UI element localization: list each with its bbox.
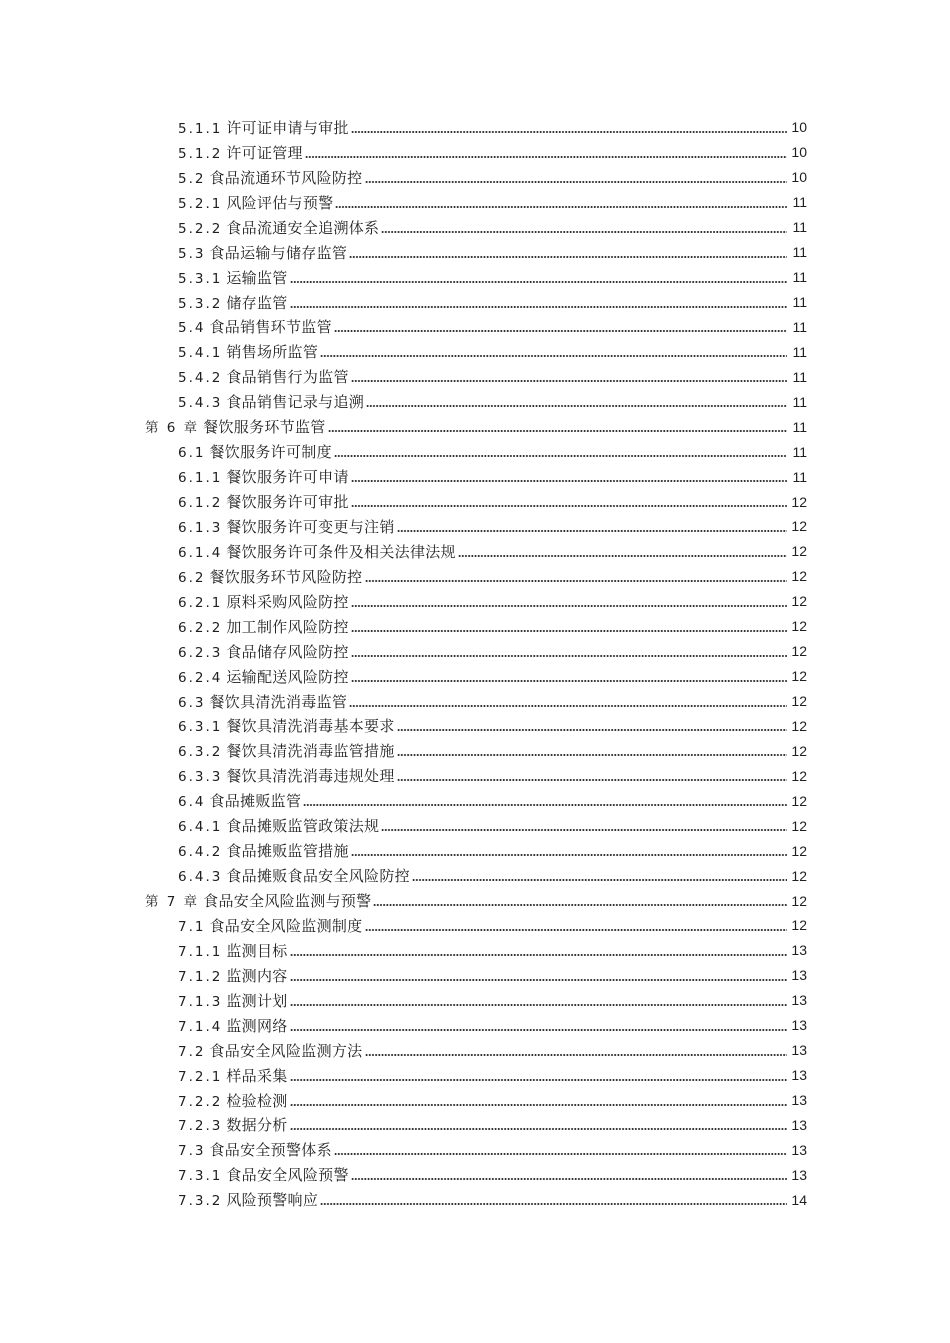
toc-entry-title	[178, 1164, 349, 1185]
toc-page-number: 13	[791, 992, 807, 1009]
toc-page-number: 11	[792, 368, 807, 385]
toc-entry-text: 餐饮具清洗消毒监管	[209, 692, 348, 711]
toc-entry[interactable]	[0, 1088, 950, 1113]
dot-leader	[351, 655, 787, 657]
toc-page-number: 13	[791, 1116, 807, 1133]
toc-entry-number: 7.1.2	[178, 968, 223, 985]
toc-entry[interactable]	[0, 1162, 950, 1187]
toc-entry-number: 7.3.2	[178, 1193, 223, 1210]
toc-entry[interactable]	[0, 938, 950, 963]
toc-page-number: 12	[791, 842, 807, 859]
toc-entry-text: 许可证管理	[226, 143, 303, 162]
toc-entry-title	[178, 840, 349, 861]
dot-leader	[351, 505, 787, 507]
dot-leader	[290, 306, 787, 308]
toc-entry[interactable]	[0, 339, 950, 364]
toc-entry-number: 6.3.1	[178, 719, 223, 736]
toc-entry-title	[178, 242, 347, 263]
toc-page-number: 14	[791, 1191, 807, 1208]
toc-chapter-entry[interactable]	[0, 888, 950, 913]
toc-entry-text: 许可证申请与审批	[226, 118, 349, 137]
toc-entry-number: 5.1.1	[178, 120, 223, 137]
toc-entry[interactable]	[0, 165, 950, 190]
toc-entry-number: 7.1	[178, 918, 206, 935]
toc-page-number: 11	[792, 443, 807, 460]
toc-entry-title	[178, 815, 379, 836]
toc-entry-title	[178, 117, 349, 138]
toc-entry-text: 食品销售记录与追溯	[226, 393, 365, 412]
toc-entry-number: 5.2.2	[178, 220, 223, 237]
toc-entry-title	[178, 1090, 288, 1111]
toc-entry-text: 食品摊贩监管	[209, 792, 302, 811]
toc-entry[interactable]	[0, 240, 950, 265]
toc-entry-title	[178, 491, 349, 512]
toc-entry-text: 监测内容	[226, 966, 288, 985]
dot-leader	[320, 1203, 787, 1205]
toc-entry-number: 6.4	[178, 794, 206, 811]
toc-entry-title	[145, 890, 371, 911]
dot-leader	[334, 455, 787, 457]
toc-entry[interactable]	[0, 115, 950, 140]
toc-entry[interactable]	[0, 913, 950, 938]
dot-leader	[334, 1153, 787, 1155]
toc-entry-text: 餐饮服务许可制度	[209, 443, 332, 462]
toc-entry[interactable]	[0, 863, 950, 888]
toc-entry-text: 餐饮具清洗消毒监管措施	[226, 742, 395, 761]
toc-entry[interactable]	[0, 539, 950, 564]
toc-entry-text: 食品运输与储存监管	[209, 243, 348, 262]
toc-entry[interactable]	[0, 389, 950, 414]
toc-entry[interactable]	[0, 838, 950, 863]
toc-entry[interactable]	[0, 988, 950, 1013]
toc-page-number: 10	[791, 169, 807, 186]
toc-entry-text: 监测计划	[226, 991, 288, 1010]
toc-entry-number: 6.3.2	[178, 744, 223, 761]
toc-page-number: 11	[792, 194, 807, 211]
dot-leader	[335, 206, 787, 208]
toc-entry-title	[178, 865, 410, 886]
dot-leader	[305, 156, 787, 158]
toc-page-number: 11	[792, 318, 807, 335]
toc-entry-text: 食品安全风险预警	[226, 1166, 349, 1185]
toc-entry-title	[178, 591, 349, 612]
toc-entry-number: 6.1.2	[178, 495, 223, 512]
dot-leader	[351, 480, 787, 482]
toc-entry[interactable]	[0, 564, 950, 589]
toc-entry-title	[178, 366, 349, 387]
toc-entry-title	[178, 167, 363, 188]
toc-entry-text: 样品采集	[226, 1066, 288, 1085]
toc-entry-number: 7.3	[178, 1143, 206, 1160]
dot-leader	[351, 131, 787, 133]
toc-entry[interactable]	[0, 1187, 950, 1212]
toc-page-number: 13	[791, 1092, 807, 1109]
toc-entry-number: 5.2.1	[178, 195, 223, 212]
toc-entry-text: 餐饮服务环节监管	[203, 418, 326, 437]
dot-leader	[365, 929, 788, 931]
toc-entry-title	[178, 641, 349, 662]
toc-entry-number: 5.4.1	[178, 345, 223, 362]
toc-entry-title	[178, 267, 288, 288]
dot-leader	[290, 281, 787, 283]
toc-entry[interactable]	[0, 813, 950, 838]
toc-entry-text: 监测目标	[226, 941, 288, 960]
toc-entry-title	[178, 1040, 363, 1061]
toc-page-number: 12	[791, 593, 807, 610]
dot-leader	[303, 804, 787, 806]
toc-entry-text: 储存监管	[226, 293, 288, 312]
toc-page-number: 13	[791, 1017, 807, 1034]
toc-entry[interactable]	[0, 190, 950, 215]
dot-leader	[351, 680, 787, 682]
toc-entry-text: 食品摊贩监管措施	[226, 842, 349, 861]
dot-leader	[397, 729, 787, 731]
toc-entry-number: 第 7 章	[145, 894, 200, 911]
toc-entry[interactable]	[0, 714, 950, 739]
dot-leader	[365, 580, 788, 582]
toc-entry-number: 7.3.1	[178, 1168, 223, 1185]
toc-page-number: 13	[791, 942, 807, 959]
toc-entry-title	[178, 765, 395, 786]
toc-page-number: 13	[791, 1042, 807, 1059]
toc-page-number: 11	[792, 418, 807, 435]
toc-entry-text: 餐饮具清洗消毒基本要求	[226, 717, 395, 736]
toc-entry-title	[178, 790, 301, 811]
dot-leader	[412, 879, 787, 881]
toc-page-number: 12	[791, 693, 807, 710]
toc-entry-number: 6.1.3	[178, 519, 223, 536]
toc-entry-title	[178, 316, 332, 337]
dot-leader	[366, 405, 787, 407]
toc-page-number: 12	[791, 518, 807, 535]
toc-entry-title	[178, 1065, 288, 1086]
dot-leader	[290, 1004, 787, 1006]
toc-page-number: 12	[791, 543, 807, 560]
toc-entry-number: 5.1.2	[178, 145, 223, 162]
toc-entry-title	[178, 217, 379, 238]
toc-entry-number: 6.2.3	[178, 644, 223, 661]
dot-leader	[351, 854, 787, 856]
toc-page-number: 11	[792, 244, 807, 261]
toc-entry-text: 风险预警响应	[226, 1191, 319, 1210]
toc-page-number: 12	[791, 867, 807, 884]
toc-entry-text: 食品安全风险监测方法	[209, 1041, 363, 1060]
dot-leader	[397, 530, 787, 532]
toc-page-number: 10	[791, 144, 807, 161]
toc-page-number: 11	[792, 343, 807, 360]
toc-entry[interactable]	[0, 738, 950, 763]
toc-page-number: 12	[791, 742, 807, 759]
toc-page-number: 10	[791, 119, 807, 136]
toc-entry-title	[178, 466, 349, 487]
toc-entry-text: 运输监管	[226, 268, 288, 287]
toc-entry[interactable]	[0, 290, 950, 315]
dot-leader	[397, 779, 787, 781]
toc-page-number: 12	[791, 917, 807, 934]
toc-entry-number: 7.2.2	[178, 1093, 223, 1110]
toc-entry-number: 7.1.4	[178, 1018, 223, 1035]
toc-entry[interactable]	[0, 589, 950, 614]
dot-leader	[290, 1029, 787, 1031]
toc-entry-number: 6.2.4	[178, 669, 223, 686]
toc-entry-number: 7.1.3	[178, 993, 223, 1010]
toc-entry[interactable]	[0, 315, 950, 340]
toc-entry-title	[178, 516, 395, 537]
toc-entry-text: 餐饮服务许可变更与注销	[226, 517, 395, 536]
toc-entry-title	[178, 566, 363, 587]
toc-entry[interactable]	[0, 1063, 950, 1088]
toc-entry-text: 餐饮服务许可审批	[226, 493, 349, 512]
dot-leader	[328, 430, 787, 432]
toc-entry-number: 6.3.3	[178, 769, 223, 786]
toc-entry-title	[178, 616, 349, 637]
toc-page-number: 12	[791, 817, 807, 834]
dot-leader	[290, 1079, 787, 1081]
toc-entry-number: 6.2.1	[178, 594, 223, 611]
toc-entry-title	[178, 715, 395, 736]
toc-entry-text: 食品安全风险监测与预警	[203, 892, 372, 911]
toc-entry-title	[178, 740, 395, 761]
toc-entry[interactable]	[0, 514, 950, 539]
toc-entry-title	[178, 1114, 288, 1135]
toc-entry-number: 6.4.1	[178, 819, 223, 836]
toc-entry[interactable]	[0, 265, 950, 290]
toc-entry-number: 7.2	[178, 1043, 206, 1060]
dot-leader	[351, 630, 787, 632]
toc-entry[interactable]	[0, 489, 950, 514]
toc-entry-text: 检验检测	[226, 1091, 288, 1110]
dot-leader	[351, 1178, 787, 1180]
toc-entry-text: 风险评估与预警	[226, 193, 334, 212]
toc-entry[interactable]	[0, 464, 950, 489]
dot-leader	[290, 979, 787, 981]
dot-leader	[290, 1104, 787, 1106]
toc-entry-title	[178, 441, 332, 462]
toc-page-number: 13	[791, 1166, 807, 1183]
toc-page-number: 11	[792, 269, 807, 286]
toc-entry-text: 食品安全风险监测制度	[209, 916, 363, 935]
dot-leader	[397, 754, 787, 756]
toc-page-number: 12	[791, 493, 807, 510]
toc-entry-number: 6.4.2	[178, 844, 223, 861]
toc-entry-title	[178, 541, 456, 562]
toc-entry-number: 7.1.1	[178, 943, 223, 960]
dot-leader	[290, 954, 787, 956]
toc-entry-text: 餐饮具清洗消毒违规处理	[226, 767, 395, 786]
toc-entry-text: 食品流通环节风险防控	[209, 168, 363, 187]
toc-entry[interactable]	[0, 614, 950, 639]
dot-leader	[365, 181, 788, 183]
toc-entry[interactable]	[0, 1013, 950, 1038]
toc-entry[interactable]	[0, 788, 950, 813]
toc-entry-number: 6.4.3	[178, 869, 223, 886]
toc-entry-text: 餐饮服务许可条件及相关法律法规	[226, 542, 456, 561]
dot-leader	[373, 904, 787, 906]
toc-entry-title	[178, 940, 288, 961]
toc-entry-title	[178, 142, 303, 163]
dot-leader	[334, 330, 787, 332]
toc-entry[interactable]	[0, 639, 950, 664]
toc-page-number: 11	[792, 294, 807, 311]
toc-page-number: 12	[791, 792, 807, 809]
toc-page-number: 12	[791, 618, 807, 635]
toc-entry-text: 食品摊贩食品安全风险防控	[226, 867, 410, 886]
toc-entry-number: 5.4	[178, 320, 206, 337]
toc-entry-title	[178, 915, 363, 936]
toc-entry-title	[178, 666, 349, 687]
toc-page-number: 12	[791, 668, 807, 685]
toc-entry[interactable]	[0, 364, 950, 389]
toc-entry-number: 6.2.2	[178, 619, 223, 636]
toc-entry[interactable]	[0, 1137, 950, 1162]
toc-entry[interactable]	[0, 963, 950, 988]
toc-entry-number: 6.1	[178, 445, 206, 462]
toc-entry-title	[145, 416, 326, 437]
toc-entry-text: 食品流通安全追溯体系	[226, 218, 380, 237]
dot-leader	[320, 355, 787, 357]
toc-entry-number: 7.2.1	[178, 1068, 223, 1085]
toc-entry[interactable]	[0, 1113, 950, 1138]
toc-entry-title	[178, 691, 347, 712]
toc-entry-number: 5.3.2	[178, 295, 223, 312]
table-of-contents	[0, 115, 950, 1212]
toc-entry[interactable]	[0, 664, 950, 689]
toc-page-number: 11	[792, 468, 807, 485]
dot-leader	[349, 256, 787, 258]
toc-entry-title	[178, 341, 318, 362]
toc-page-number: 11	[792, 219, 807, 236]
toc-chapter-entry[interactable]	[0, 414, 950, 439]
toc-entry[interactable]	[0, 763, 950, 788]
dot-leader	[349, 705, 787, 707]
toc-entry-title	[178, 965, 288, 986]
toc-entry-number: 5.4.3	[178, 395, 223, 412]
toc-entry-number: 第 6 章	[145, 420, 200, 437]
toc-entry-text: 食品摊贩监管政策法规	[226, 817, 380, 836]
toc-entry[interactable]	[0, 689, 950, 714]
dot-leader	[458, 555, 787, 557]
toc-entry-text: 餐饮服务许可申请	[226, 468, 349, 487]
toc-entry-text: 食品销售行为监管	[226, 368, 349, 387]
toc-entry-number: 6.3	[178, 694, 206, 711]
toc-page-number: 13	[791, 1067, 807, 1084]
toc-entry-title	[178, 1189, 318, 1210]
toc-page-number: 12	[791, 643, 807, 660]
toc-entry-title	[178, 990, 288, 1011]
toc-entry[interactable]	[0, 215, 950, 240]
toc-page-number: 12	[791, 717, 807, 734]
toc-entry-text: 运输配送风险防控	[226, 667, 349, 686]
toc-entry-number: 5.3	[178, 245, 206, 262]
toc-entry-title	[178, 292, 288, 313]
toc-entry-number: 5.3.1	[178, 270, 223, 287]
toc-page-number: 13	[791, 967, 807, 984]
toc-entry-text: 加工制作风险防控	[226, 617, 349, 636]
toc-page-number: 11	[792, 393, 807, 410]
toc-entry-title	[178, 391, 364, 412]
toc-entry-text: 餐饮服务环节风险防控	[209, 567, 363, 586]
toc-entry-text: 食品储存风险防控	[226, 642, 349, 661]
toc-entry-number: 5.4.2	[178, 370, 223, 387]
toc-entry-title	[178, 1015, 288, 1036]
dot-leader	[365, 1054, 788, 1056]
toc-entry-text: 食品安全预警体系	[209, 1141, 332, 1160]
toc-entry-text: 食品销售环节监管	[209, 318, 332, 337]
toc-entry[interactable]	[0, 1038, 950, 1063]
toc-entry-text: 销售场所监管	[226, 343, 319, 362]
toc-entry-number: 6.2	[178, 569, 206, 586]
toc-page-number: 12	[791, 568, 807, 585]
toc-entry-title	[178, 192, 333, 213]
dot-leader	[381, 829, 787, 831]
toc-entry-text: 监测网络	[226, 1016, 288, 1035]
toc-entry-number: 7.2.3	[178, 1118, 223, 1135]
toc-entry-number: 6.1.1	[178, 470, 223, 487]
toc-entry-text: 原料采购风险防控	[226, 592, 349, 611]
toc-entry[interactable]	[0, 140, 950, 165]
toc-page-number: 12	[791, 767, 807, 784]
dot-leader	[290, 1128, 787, 1130]
dot-leader	[351, 605, 787, 607]
toc-entry-text: 数据分析	[226, 1116, 288, 1135]
dot-leader	[351, 380, 787, 382]
dot-leader	[381, 231, 787, 233]
toc-entry-number: 5.2	[178, 170, 206, 187]
toc-page-number: 13	[791, 1141, 807, 1158]
toc-entry[interactable]	[0, 439, 950, 464]
toc-page-number: 12	[791, 892, 807, 909]
toc-entry-number: 6.1.4	[178, 544, 223, 561]
toc-entry-title	[178, 1139, 332, 1160]
